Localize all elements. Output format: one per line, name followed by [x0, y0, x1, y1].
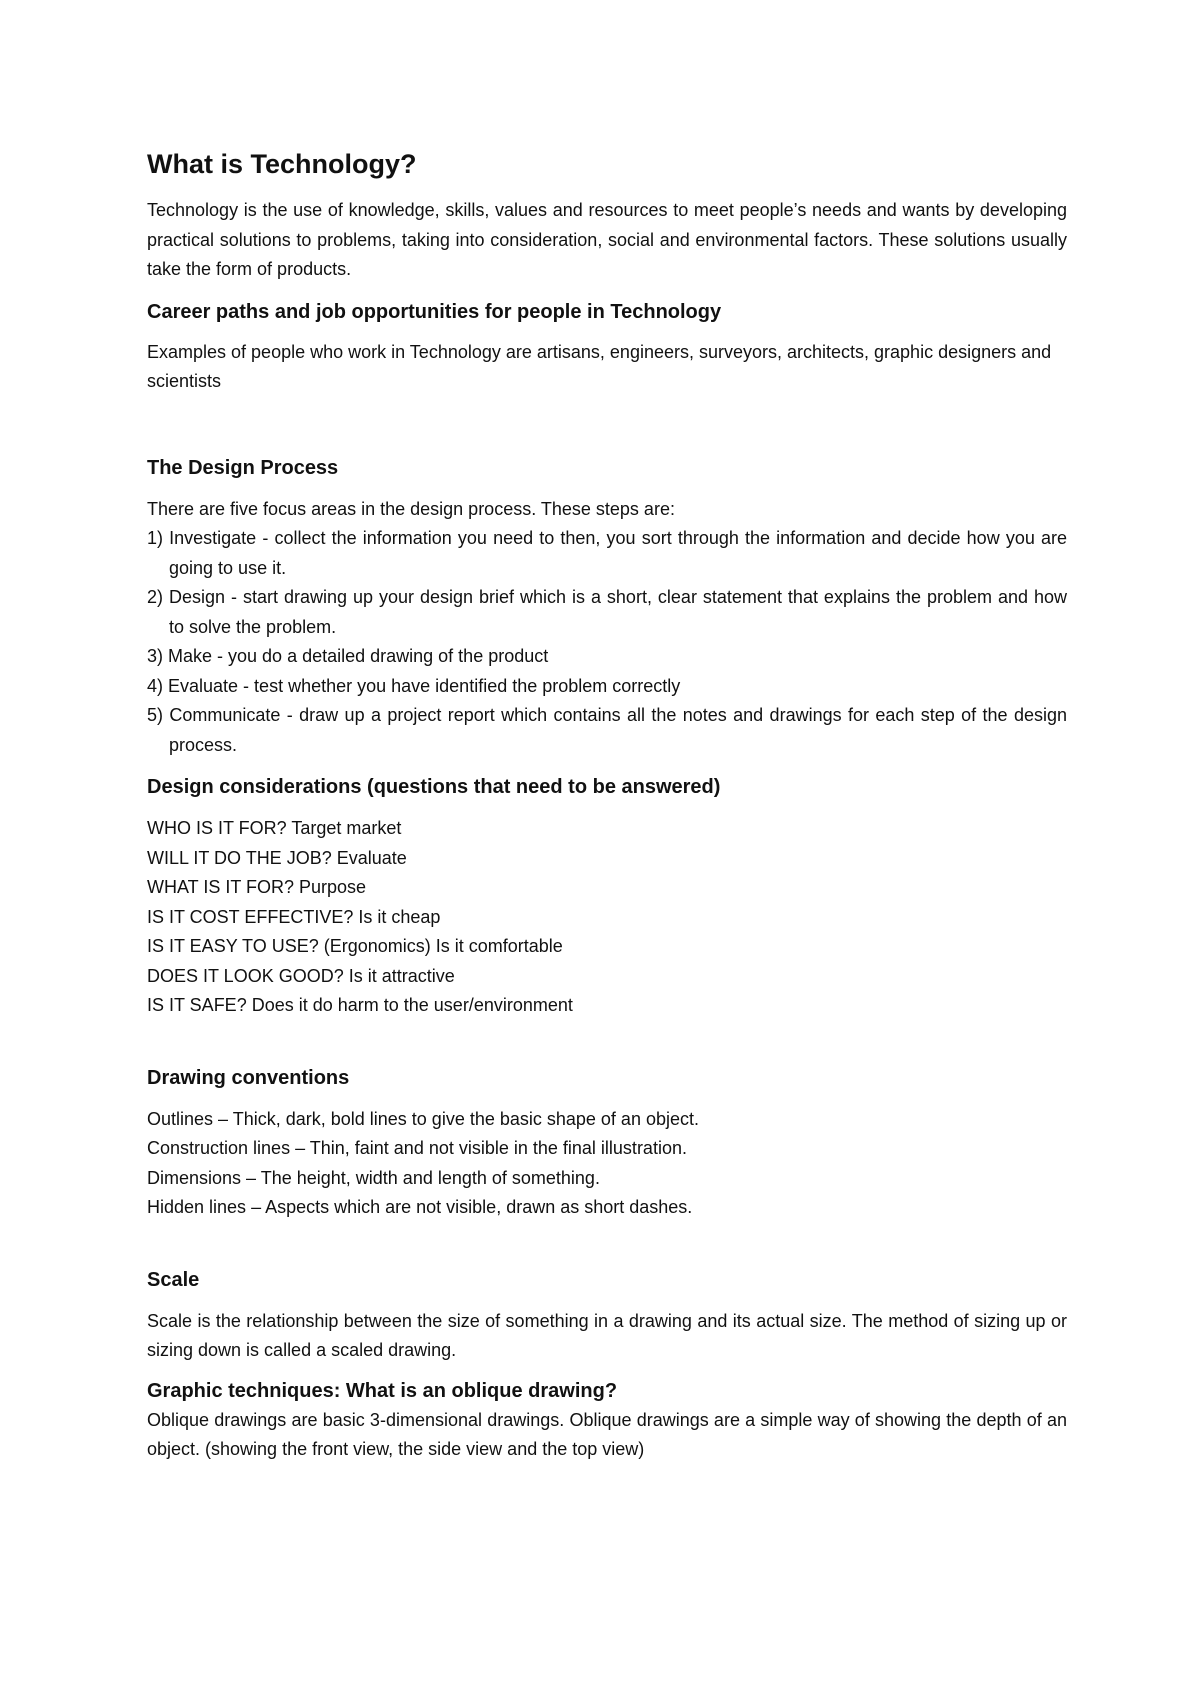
- document-content: [147, 148, 1067, 1465]
- drawing-conventions-heading: Drawing conventions: [147, 1066, 350, 1089]
- list-item: IS IT SAFE? Does it do harm to the user/environment: [147, 995, 573, 1016]
- list-item: IS IT COST EFFECTIVE? Is it cheap: [147, 906, 441, 927]
- list-item: 2) Design - start drawing up your design brief which is a short, clear statement that explains the problem and how to solve the problem.: [147, 587, 1067, 637]
- list-item: Construction lines – Thin, faint and not visible in the final illustration.: [147, 1138, 687, 1159]
- scale-heading: Scale: [147, 1268, 200, 1291]
- list-item: Dimensions – The height, width and length of something.: [147, 1167, 600, 1188]
- list-item: Outlines – Thick, dark, bold lines to give the basic shape of an object.: [147, 1108, 699, 1129]
- list-item: 1) Investigate - collect the information you need to then, you sort through the information and decide how you are going to use it.: [147, 528, 1067, 578]
- drawing-conventions-list: [147, 1105, 1067, 1223]
- list-item: Hidden lines – Aspects which are not visible, drawn as short dashes.: [147, 1197, 693, 1218]
- list-item: 3) Make - you do a detailed drawing of the product: [147, 646, 549, 667]
- considerations-heading: Design considerations (questions that need to be answered): [147, 776, 721, 799]
- list-item: WHAT IS IT FOR? Purpose: [147, 877, 367, 898]
- intro-paragraph: Technology is the use of knowledge, skills, values and resources to meet people’s needs and wants by developing practical solutions to problems, taking into consideration, social and environmental factors. These solutions usually take the form of products.: [147, 200, 1067, 280]
- careers-heading: Career paths and job opportunities for people in Technology: [147, 300, 722, 323]
- careers-paragraph: Examples of people who work in Technology are artisans, engineers, surveyors, architects, graphic designers and scientists: [147, 341, 1052, 392]
- design-process-intro: There are five focus areas in the design process. These steps are:: [147, 498, 675, 519]
- list-item: WILL IT DO THE JOB? Evaluate: [147, 847, 407, 868]
- list-item: 5) Communicate - draw up a project report which contains all the notes and drawings for each step of the design process.: [147, 705, 1067, 755]
- page-title: What is Technology?: [147, 149, 417, 179]
- design-process-heading: The Design Process: [147, 456, 339, 479]
- oblique-heading: Graphic techniques: What is an oblique drawing?: [147, 1379, 618, 1402]
- list-item: WHO IS IT FOR? Target market: [147, 818, 402, 839]
- list-item: DOES IT LOOK GOOD? Is it attractive: [147, 965, 455, 986]
- considerations-list: [147, 814, 1067, 1021]
- design-steps-list: [147, 524, 1067, 760]
- list-item: 4) Evaluate - test whether you have identified the problem correctly: [147, 675, 681, 696]
- scale-paragraph: Scale is the relationship between the size of something in a drawing and its actual size. The method of sizing up or sizing down is called a scaled drawing.: [147, 1310, 1067, 1361]
- list-item: IS IT EASY TO USE? (Ergonomics) Is it comfortable: [147, 936, 563, 957]
- oblique-paragraph: Oblique drawings are basic 3-dimensional drawings. Oblique drawings are a simple way of showing the depth of an object. (showing the front view, the side view and the top view): [147, 1409, 1067, 1460]
